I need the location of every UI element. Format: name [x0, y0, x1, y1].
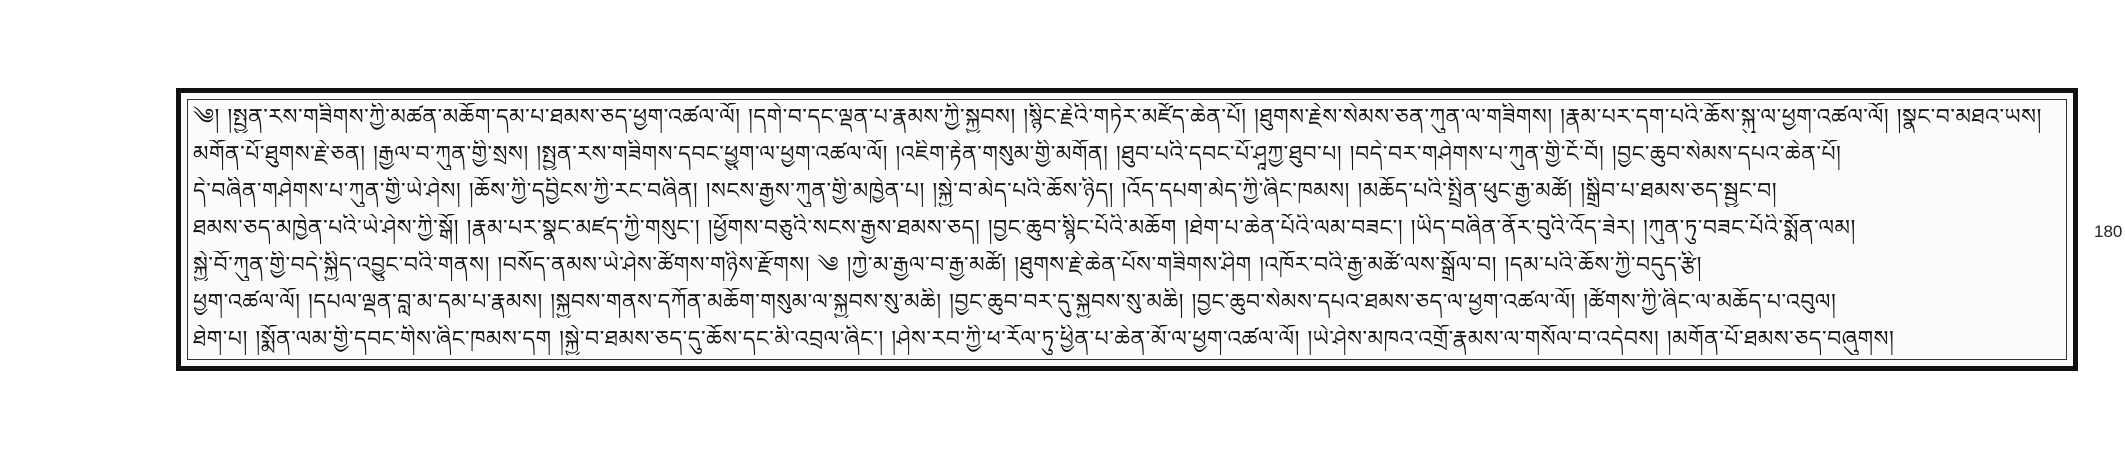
manuscript-folio: [176, 88, 2078, 371]
text-line-6: ཕྱག་འཚལ་ལོ། །དཔལ་ལྡན་བླ་མ་དམ་པ་རྣམས། །སྐྱབས་གནས་དཀོན་མཆོག་གསུམ་ལ་སྐྱབས་སུ་མཆི། །བྱང་ཆུབ་བར་དུ་སྐྱབས་སུ་མཆི། །བྱང་ཆུབ་སེམས་དཔའ་ཐམས་ཅད་ལ་ཕྱག་འཚལ་ལོ། །ཚོགས་ཀྱི་ཞིང་ལ་མཆོད་པ་འབུལ།: [193, 290, 1837, 315]
text-line-3: དེ་བཞིན་གཤེགས་པ་ཀུན་གྱི་ཡེ་ཤེས། །ཆོས་ཀྱི་དབྱིངས་ཀྱི་རང་བཞིན། །སངས་རྒྱས་ཀུན་གྱི་མཁྱེན་པ། །སྐྱེ་བ་མེད་པའི་ཆོས་ཉིད། །འོད་དཔག་མེད་ཀྱི་ཞིང་ཁམས། །མཆོད་པའི་སྤྲིན་ཕུང་རྒྱ་མཚོ། །སྒྲིབ་པ་ཐམས་ཅད་སྦྱང་བ།: [193, 179, 1778, 204]
page-number: 180: [2094, 222, 2123, 241]
text-line-2: མགོན་པོ་ཐུགས་རྗེ་ཅན། །རྒྱལ་བ་ཀུན་གྱི་སྲས། །སྤྱན་རས་གཟིགས་དབང་ཕྱུག་ལ་ཕྱག་འཚལ་ལོ། །འཇིག་རྟེན་གསུམ་གྱི་མགོན། །ཐུབ་པའི་དབང་པོ་ཤཱཀྱ་ཐུབ་པ། །བདེ་བར་གཤེགས་པ་ཀུན་གྱི་ངོ་བོ། །བྱང་ཆུབ་སེམས་དཔའ་ཆེན་པོ།: [193, 142, 1842, 167]
text-line-1: ༄། །སྤྱན་རས་གཟིགས་ཀྱི་མཚན་མཆོག་དམ་པ་ཐམས་ཅད་ཕྱག་འཚལ་ལོ། །དགེ་བ་དང་ལྡན་པ་རྣམས་ཀྱི་སྐྱབས། །སྙིང་རྗེའི་གཏེར་མཛོད་ཆེན་པོ། །ཐུགས་རྗེས་སེམས་ཅན་ཀུན་ལ་གཟིགས། །རྣམ་པར་དག་པའི་ཆོས་སྐུ་ལ་ཕྱག་འཚལ་ལོ། །སྣང་བ་མཐའ་ཡས།: [193, 105, 2042, 130]
text-line-7: ཐེག་པ། །སྨོན་ལམ་གྱི་དབང་གིས་ཞིང་ཁམས་དག །སྐྱེ་བ་ཐམས་ཅད་དུ་ཆོས་དང་མི་འབྲལ་ཞིང་། །ཤེས་རབ་ཀྱི་ཕ་རོལ་ཏུ་ཕྱིན་པ་ཆེན་མོ་ལ་ཕྱག་འཚལ་ལོ། །ཡེ་ཤེས་མཁའ་འགྲོ་རྣམས་ལ་གསོལ་བ་འདེབས། །མགོན་པོ་ཐམས་ཅད་བཞུགས།: [193, 327, 1895, 352]
text-line-4: ཐམས་ཅད་མཁྱེན་པའི་ཡེ་ཤེས་ཀྱི་སྒོ། །རྣམ་པར་སྣང་མཛད་ཀྱི་གསུང་། །ཕྱོགས་བཅུའི་སངས་རྒྱས་ཐམས་ཅད། །བྱང་ཆུབ་སྙིང་པོའི་མཆོག །ཐེག་པ་ཆེན་པོའི་ལམ་བཟང་། །ཡིད་བཞིན་ནོར་བུའི་འོད་ཟེར། །ཀུན་ཏུ་བཟང་པོའི་སྨོན་ལམ།: [193, 216, 1856, 241]
text-line-5: སྐྱེ་བོ་ཀུན་གྱི་བདེ་སྐྱིད་འབྱུང་བའི་གནས། །བསོད་ནམས་ཡེ་ཤེས་ཚོགས་གཉིས་རྫོགས། ༄ །ཀྱེ་མ་རྒྱལ་བ་རྒྱ་མཚོ། །ཐུགས་རྗེ་ཆེན་པོས་གཟིགས་ཤིག །འཁོར་བའི་རྒྱ་མཚོ་ལས་སྒྲོལ་བ། །དམ་པའི་ཆོས་ཀྱི་བདུད་རྩི།: [193, 253, 1702, 278]
tibetan-text-block: [193, 103, 2061, 356]
